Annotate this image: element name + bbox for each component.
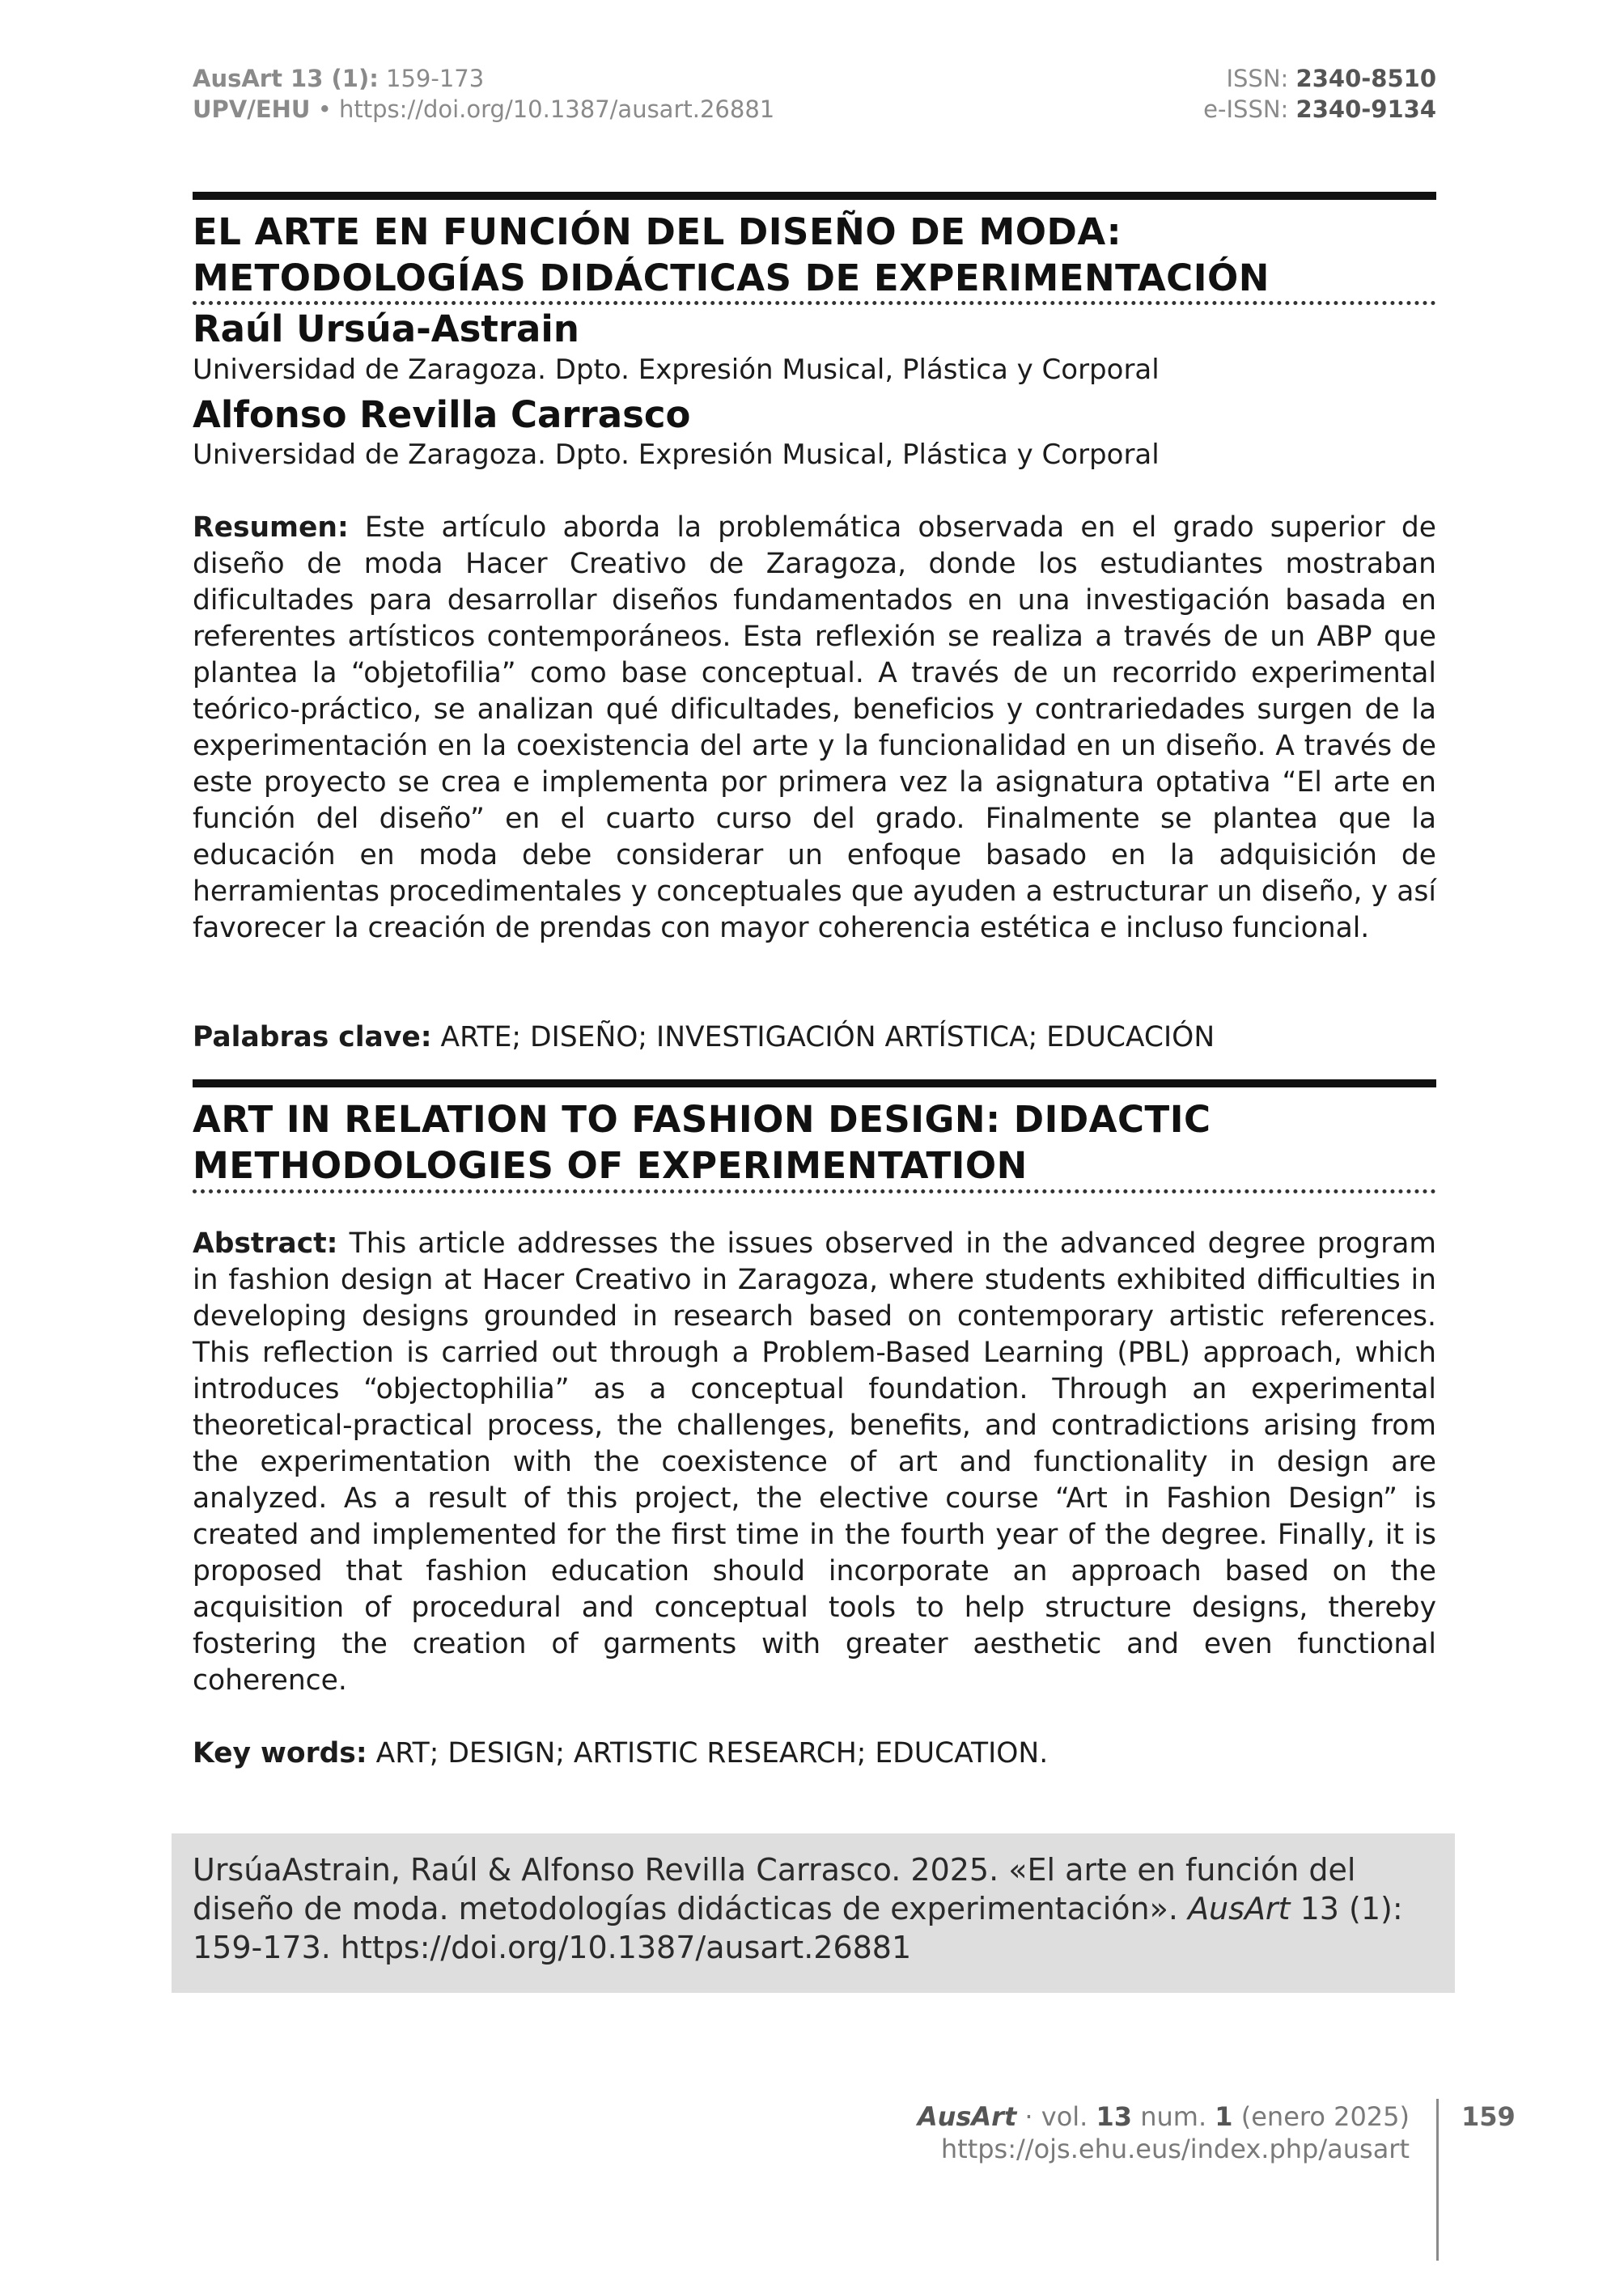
doi-link[interactable]: https://doi.org/10.1387/ausart.26881 bbox=[339, 95, 775, 123]
footer-divider bbox=[1436, 2099, 1439, 2261]
issn-label: ISSN: bbox=[1226, 65, 1289, 92]
journal-issue: AusArt 13 (1): bbox=[193, 65, 379, 92]
abstract-en-text: This article addresses the issues observed in the advanced degree program in fashion design at Hacer Creativo in Zaragoza, where students exhibited difficulties in developing designs grounded in research based on contemporary artistic references. This reflection is carried out through a Problem-Based Learning (PBL) approach, which introduces “objectophilia” as a conceptual foundation. Through an experimental theoretical-practical process, the challenges, benefits, and contradictions arising from the experimentation with the coexistence of art and functionality in design are analyzed. As a result of this project, the elective course “Art in Fashion Design” is created and implemented for the first time in the fourth year of the degree. Finally, it is proposed that fashion education should incorporate an approach based on the acquisition of procedural and conceptual tools to help structure designs, thereby fostering the creation of garments with greater aesthetic and even functional coherence. bbox=[193, 1227, 1436, 1697]
issn-line bbox=[971, 63, 1436, 94]
issn-value: 2340-8510 bbox=[1295, 65, 1436, 92]
author-affiliation: Universidad de Zaragoza. Dpto. Expresión Musical, Plástica y Corporal bbox=[193, 354, 1160, 386]
page-number: 159 bbox=[1461, 2101, 1516, 2132]
citation bbox=[193, 1850, 1436, 1967]
footer-volume-line bbox=[728, 2100, 1410, 2133]
journal-issue-line bbox=[193, 63, 774, 94]
footer-journal: AusArt bbox=[917, 2101, 1017, 2132]
abstract-es-label: Resumen: bbox=[193, 511, 349, 544]
title-es-dotted-rule bbox=[193, 301, 1436, 305]
abstract-en bbox=[193, 1226, 1436, 1699]
author-name: Alfonso Revilla Carrasco bbox=[193, 393, 691, 436]
title-es-line2: METODOLOGÍAS DIDÁCTICAS DE EXPERIMENTACIÓN bbox=[193, 256, 1270, 299]
keywords-es-label: Palabras clave: bbox=[193, 1021, 432, 1053]
author-name: Raúl Ursúa-Astrain bbox=[193, 307, 579, 350]
bullet-separator: • bbox=[317, 95, 332, 123]
footer bbox=[728, 2100, 1410, 2165]
keywords-en bbox=[193, 1736, 1436, 1772]
footer-num: 1 bbox=[1215, 2101, 1233, 2132]
abstract-es-text: Este artículo aborda la problemática observada en el grado superior de diseño de moda Hacer Creativo de Zaragoza, donde los estudiantes mostraban dificultades para desarrollar diseños fundamentados en una investigación basada en referentes artísticos contemporáneos. Esta reflexión se realiza a través de un ABP que plantea la “objetofilia” como base conceptual. A través de un recorrido experimental teórico-práctico, se analizan qué dificultades, beneficios y contrariedades surgen de la experimentación en la coexistencia del arte y la funcionalidad en un diseño. A través de este proyecto se crea e implementa por primera vez la asignatura optativa “El arte en función del diseño” en el cuarto curso del grado. Finalmente se plantea que la educación en moda debe considerar un enfoque basado en la adquisición de herramientas procedimentales y conceptuales que ayuden a estructurar un diseño, y así favorecer la creación de prendas con mayor coherencia estética e incluso funcional. bbox=[193, 511, 1436, 944]
citation-text: UrsúaAstrain, Raúl & Alfonso Revilla Carrasco. 2025. «El arte en función del diseño de moda. metodologías didácticas de experimentación». bbox=[193, 1852, 1356, 1926]
title-top-rule bbox=[193, 192, 1436, 200]
keywords-en-text: ART; DESIGN; ARTISTIC RESEARCH; EDUCATION. bbox=[375, 1737, 1049, 1770]
abstract-es bbox=[193, 510, 1436, 947]
author-affiliation: Universidad de Zaragoza. Dpto. Expresión Musical, Plástica y Corporal bbox=[193, 439, 1160, 471]
title-en bbox=[193, 1096, 1439, 1189]
running-header-right bbox=[971, 63, 1436, 125]
running-header-left bbox=[193, 63, 774, 125]
keywords-en-label: Key words: bbox=[193, 1737, 367, 1770]
footer-num-label: num. bbox=[1140, 2101, 1207, 2132]
title-en-dotted-rule bbox=[193, 1189, 1436, 1193]
title-es-line1: EL ARTE EN FUNCIÓN DEL DISEÑO DE MODA: bbox=[193, 210, 1122, 253]
keywords-es-text: ARTE; DISEÑO; INVESTIGACIÓN ARTÍSTICA; EDUCACIÓN bbox=[440, 1021, 1215, 1053]
title-en-top-rule bbox=[193, 1079, 1436, 1087]
footer-date: (enero 2025) bbox=[1240, 2101, 1410, 2132]
citation-journal: AusArt bbox=[1188, 1891, 1291, 1926]
keywords-es bbox=[193, 1019, 1436, 1056]
publisher: UPV/EHU bbox=[193, 95, 311, 123]
eissn-value: 2340-9134 bbox=[1295, 95, 1436, 123]
page-range: 159-173 bbox=[386, 65, 485, 92]
footer-vol: 13 bbox=[1096, 2101, 1133, 2132]
publisher-line bbox=[193, 94, 774, 125]
footer-sep: · bbox=[1024, 2101, 1033, 2132]
title-en-line1: ART IN RELATION TO FASHION DESIGN: DIDACTIC bbox=[193, 1098, 1211, 1141]
title-en-line2: METHODOLOGIES OF EXPERIMENTATION bbox=[193, 1144, 1028, 1187]
footer-vol-label: vol. bbox=[1041, 2101, 1088, 2132]
eissn-label: e-ISSN: bbox=[1203, 95, 1289, 123]
footer-url[interactable]: https://ojs.ehu.eus/index.php/ausart bbox=[940, 2134, 1410, 2164]
title-es bbox=[193, 209, 1439, 301]
citation-text-after: 13 (1): 159-173. https://doi.org/10.1387/ausart.26881 bbox=[193, 1891, 1403, 1965]
abstract-en-label: Abstract: bbox=[193, 1227, 338, 1260]
eissn-line bbox=[971, 94, 1436, 125]
